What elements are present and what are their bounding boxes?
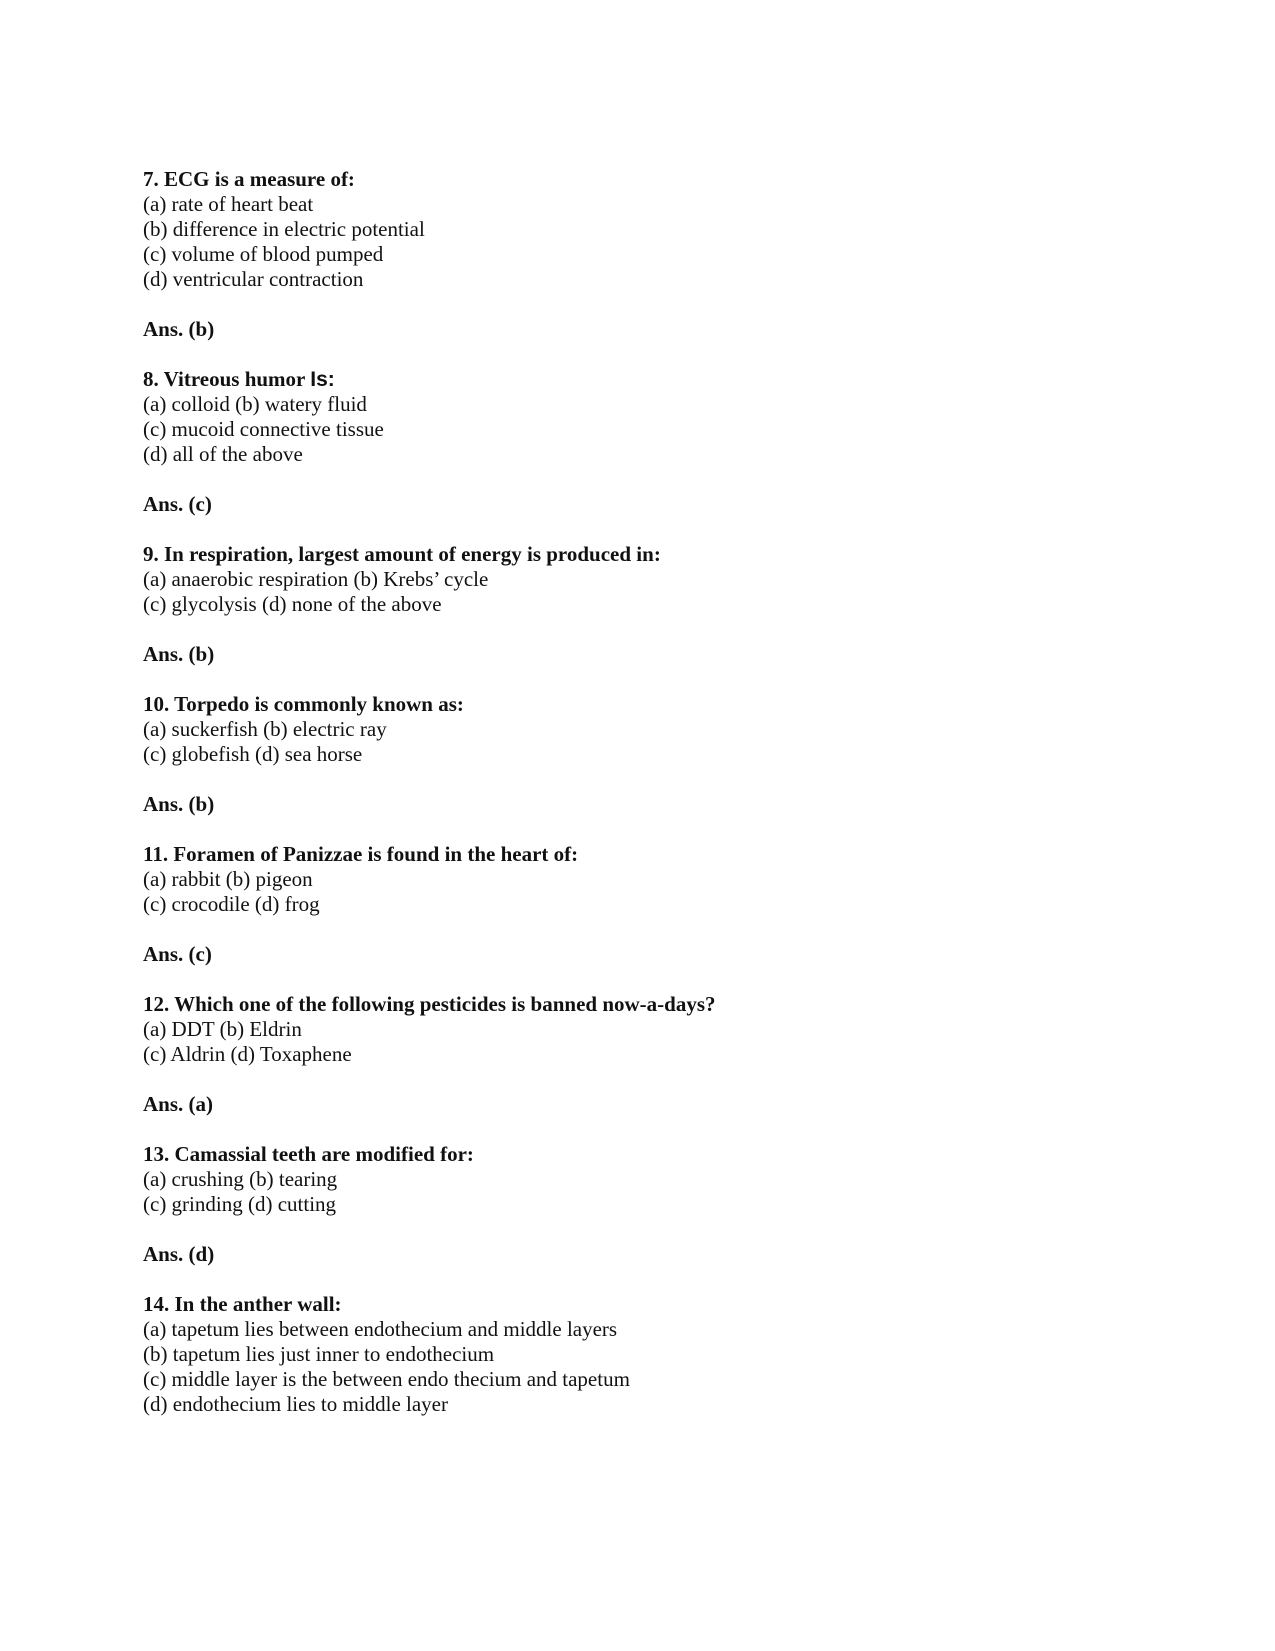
option-a-b: (a) rabbit (b) pigeon [143, 867, 313, 891]
option-d: (d) endothecium lies to middle layer [143, 1392, 448, 1416]
option-c-d: (c) crocodile (d) frog [143, 892, 320, 916]
option-b: (b) difference in electric potential [143, 217, 425, 241]
option-a-b: (a) suckerfish (b) electric ray [143, 717, 387, 741]
answer-9: Ans. (b) [143, 642, 215, 666]
question-11 [143, 842, 716, 917]
question-title: 10. Torpedo is commonly known as: [143, 692, 464, 716]
option-a-b: (a) colloid (b) watery fluid [143, 392, 367, 416]
option-c-d: (c) grinding (d) cutting [143, 1192, 337, 1216]
option-c: (c) middle layer is the between endo thecium and tapetum [143, 1367, 630, 1391]
option-a-b: (a) anaerobic respiration (b) Krebs’ cycle [143, 567, 489, 591]
option-c: (c) mucoid connective tissue [143, 417, 384, 441]
option-a-b: (a) DDT (b) Eldrin [143, 1017, 302, 1041]
question-title-suffix: Is: [310, 368, 335, 391]
option-b: (b) tapetum lies just inner to endothecium [143, 1342, 495, 1366]
answer-8: Ans. (c) [143, 492, 212, 516]
option-a-b: (a) crushing (b) tearing [143, 1167, 338, 1191]
question-8 [143, 367, 716, 467]
option-c-d: (c) glycolysis (d) none of the above [143, 592, 442, 616]
question-title: 9. In respiration, largest amount of energy is produced in: [143, 542, 661, 566]
option-c-d: (c) globefish (d) sea horse [143, 742, 363, 766]
question-title: 12. Which one of the following pesticides is banned now-a-days? [143, 992, 716, 1016]
question-10 [143, 692, 716, 767]
answer-7: Ans. (b) [143, 317, 215, 341]
answer-13: Ans. (d) [143, 1242, 215, 1266]
answer-12: Ans. (a) [143, 1092, 214, 1116]
question-9 [143, 542, 716, 617]
option-c-d: (c) Aldrin (d) Toxaphene [143, 1042, 352, 1066]
option-d: (d) all of the above [143, 442, 303, 466]
question-title: 14. In the anther wall: [143, 1292, 342, 1316]
question-title: 7. ECG is a measure of: [143, 167, 355, 191]
question-14 [143, 1292, 716, 1417]
question-title: 11. Foramen of Panizzae is found in the heart of: [143, 842, 579, 866]
question-13 [143, 1142, 716, 1217]
answer-11: Ans. (c) [143, 942, 212, 966]
question-7 [143, 167, 716, 292]
document-page [143, 167, 716, 1442]
question-12 [143, 992, 716, 1067]
option-c: (c) volume of blood pumped [143, 242, 384, 266]
option-d: (d) ventricular contraction [143, 267, 364, 291]
option-a: (a) rate of heart beat [143, 192, 314, 216]
question-title [143, 367, 716, 392]
answer-10: Ans. (b) [143, 792, 215, 816]
question-title-text: 8. Vitreous humor [143, 367, 311, 391]
option-a: (a) tapetum lies between endothecium and middle layers [143, 1317, 618, 1341]
question-title: 13. Camassial teeth are modified for: [143, 1142, 474, 1166]
